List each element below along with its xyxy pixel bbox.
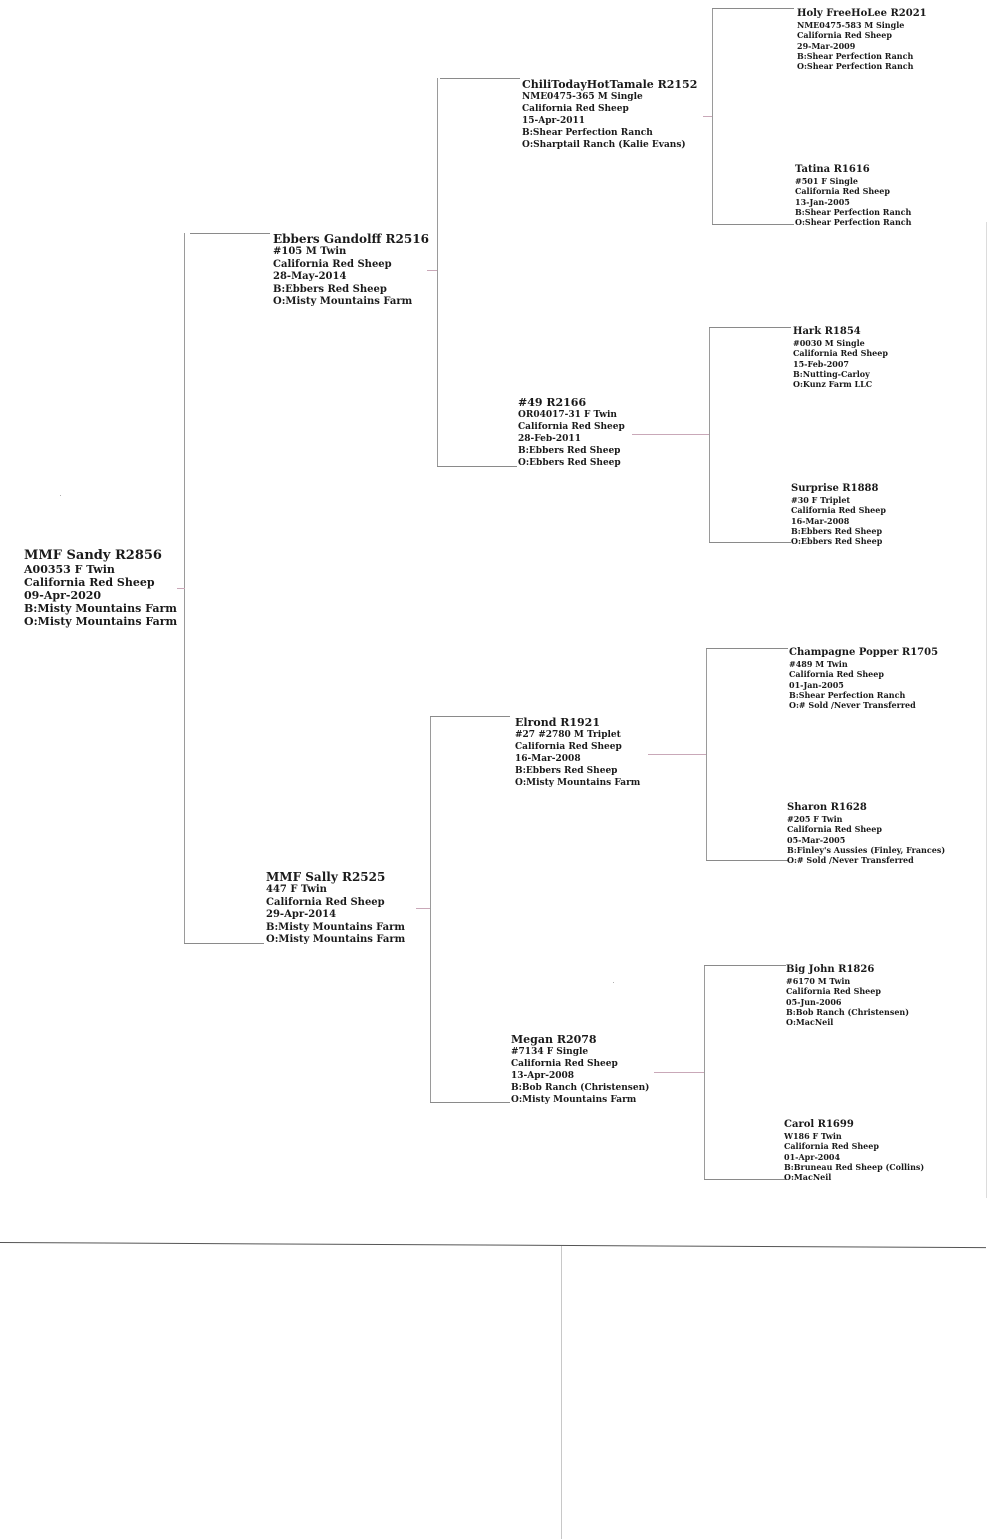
ds-dam-entry (787, 802, 945, 865)
reg-line: NME0475-583 M Single (797, 20, 905, 30)
animal-name: Elrond R1921 (515, 716, 600, 729)
rule-dd-dam (704, 1179, 786, 1180)
reg-line: #30 F Triplet (791, 495, 851, 505)
birth-date: 15-Feb-2007 (793, 358, 849, 369)
ds-sire-entry (789, 647, 938, 710)
rule-sd-sire (709, 327, 791, 328)
breed-line: California Red Sheep (24, 576, 155, 589)
scan-speck (613, 982, 614, 983)
breeder: B:Shear Perfection Ranch (522, 128, 653, 138)
breeder: B:Bob Ranch (Christensen) (786, 1006, 910, 1017)
sire-entry (273, 232, 429, 309)
breed-line: California Red Sheep (791, 505, 886, 516)
sire-dam-entry (518, 396, 625, 469)
breed-line: California Red Sheep (515, 742, 622, 752)
connector-subject (177, 588, 185, 589)
breeder: B:Misty Mountains Farm (24, 602, 177, 615)
rule-dam-dam (430, 1102, 510, 1103)
birth-date: 01-Apr-2004 (784, 1151, 841, 1162)
connector-dam (416, 908, 430, 909)
rule-dam (184, 943, 264, 944)
breeder: B:Ebbers Red Sheep (515, 766, 618, 776)
sire-sire-entry (522, 78, 697, 151)
dam-sire-entry (515, 716, 640, 789)
dd-dam-entry (784, 1119, 924, 1182)
ss-sire-entry (797, 8, 927, 71)
rule-ds-sire (706, 648, 788, 649)
owner: O:Misty Mountains Farm (273, 296, 413, 307)
animal-name: Sharon R1628 (787, 802, 867, 813)
animal-name: Big John R1826 (786, 964, 875, 975)
dam-dam-entry (511, 1033, 649, 1106)
owner: O:MacNeil (784, 1172, 832, 1183)
animal-name: Ebbers Gandolff R2516 (273, 232, 429, 246)
birth-date: 28-May-2014 (273, 271, 347, 282)
bracket-gen3-sd (709, 327, 710, 542)
breeder: B:Ebbers Red Sheep (791, 525, 883, 536)
birth-date: 01-Jan-2005 (789, 679, 844, 690)
owner: O:# Sold /Never Transferred (787, 855, 914, 866)
birth-date: 13-Jan-2005 (795, 196, 850, 207)
rule-ss-sire (712, 8, 794, 9)
animal-name: Surprise R1888 (791, 483, 879, 494)
reg-line: W186 F Twin (784, 1131, 842, 1141)
breed-line: California Red Sheep (797, 30, 892, 41)
reg-line: A00353 F Twin (24, 563, 115, 576)
reg-line: #0030 M Single (793, 338, 865, 348)
animal-name: MMF Sandy R2856 (24, 548, 162, 563)
rule-dam-sire (430, 716, 510, 717)
breed-line: California Red Sheep (787, 824, 882, 835)
birth-date: 16-Mar-2008 (515, 754, 581, 764)
rule-sire (190, 233, 270, 234)
birth-date: 15-Apr-2011 (522, 116, 586, 126)
subject-entry (24, 548, 177, 628)
rule-ds-dam (706, 860, 788, 861)
animal-name: ChiliTodayHotTamale R2152 (522, 78, 698, 91)
birth-date: 13-Apr-2008 (511, 1071, 575, 1081)
animal-name: Champagne Popper R1705 (789, 647, 939, 658)
rule-sire-sire (440, 78, 520, 79)
owner: O:Sharptail Ranch (Kalie Evans) (522, 140, 686, 150)
owner: O:Misty Mountains Farm (266, 934, 406, 945)
owner: O:# Sold /Never Transferred (789, 700, 916, 711)
birth-date: 09-Apr-2020 (24, 589, 102, 602)
breed-line: California Red Sheep (518, 422, 625, 432)
birth-date: 05-Mar-2005 (787, 834, 846, 845)
birth-date: 29-Apr-2014 (266, 909, 337, 920)
animal-name: Hark R1854 (793, 326, 861, 337)
breeder: B:Ebbers Red Sheep (518, 446, 621, 456)
breeder: B:Finley's Aussies (Finley, Frances) (787, 844, 946, 855)
dam-entry (266, 870, 405, 947)
connector-ss (703, 116, 712, 117)
breed-line: California Red Sheep (511, 1059, 618, 1069)
owner: O:Ebbers Red Sheep (518, 458, 621, 468)
page-bottom-edge (0, 1242, 986, 1248)
breed-line: California Red Sheep (266, 896, 385, 908)
breeder: B:Shear Perfection Ranch (789, 689, 906, 700)
owner: O:Misty Mountains Farm (511, 1095, 637, 1105)
rule-ss-dam (712, 224, 794, 225)
breeder: B:Misty Mountains Farm (266, 921, 405, 933)
reg-line: #205 F Twin (787, 814, 843, 824)
rule-sd-dam (709, 542, 791, 543)
breeder: B:Bruneau Red Sheep (Collins) (784, 1161, 925, 1172)
animal-name: #49 R2166 (518, 396, 587, 409)
reg-line: 447 F Twin (266, 884, 327, 895)
bracket-gen2-sire (437, 78, 438, 466)
breeder: B:Shear Perfection Ranch (797, 50, 914, 61)
bracket-gen2-dam (430, 716, 431, 1102)
bracket-gen3-ds (706, 648, 707, 860)
breeder: B:Nutting-Carloy (793, 368, 870, 379)
breed-line: California Red Sheep (273, 258, 392, 270)
breed-line: California Red Sheep (784, 1141, 879, 1152)
animal-name: Carol R1699 (784, 1119, 854, 1130)
reg-line: #105 M Twin (273, 246, 347, 257)
owner: O:Ebbers Red Sheep (791, 536, 883, 547)
breed-line: California Red Sheep (795, 186, 890, 197)
reg-line: #7134 F Single (511, 1047, 589, 1057)
owner: O:MacNeil (786, 1017, 834, 1028)
breed-line: California Red Sheep (793, 348, 888, 359)
reg-line: #6170 M Twin (786, 976, 851, 986)
birth-date: 28-Feb-2011 (518, 434, 581, 444)
reg-line: NME0475-365 M Single (522, 92, 643, 102)
reg-line: #27 #2780 M Triplet (515, 730, 621, 740)
owner: O:Kunz Farm LLC (793, 379, 873, 390)
reg-line: #489 M Twin (789, 659, 848, 669)
rule-sire-dam (437, 466, 517, 467)
breed-line: California Red Sheep (522, 104, 629, 114)
connector-ds (648, 754, 706, 755)
reg-line: OR04017-31 F Twin (518, 410, 617, 420)
connector-sd (632, 434, 709, 435)
sd-dam-entry (791, 483, 886, 546)
animal-name: Holy FreeHoLee R2021 (797, 8, 927, 19)
animal-name: Megan R2078 (511, 1033, 597, 1046)
owner: O:Shear Perfection Ranch (795, 217, 912, 228)
breed-line: California Red Sheep (789, 669, 884, 680)
bracket-gen3-dd (704, 965, 705, 1179)
breeder: B:Bob Ranch (Christensen) (511, 1083, 650, 1093)
rule-dd-sire (704, 965, 786, 966)
birth-date: 29-Mar-2009 (797, 40, 856, 51)
owner: O:Misty Mountains Farm (515, 778, 641, 788)
breeder: B:Ebbers Red Sheep (273, 283, 387, 295)
page-fold-line (561, 1246, 562, 1539)
breeder: B:Shear Perfection Ranch (795, 206, 912, 217)
scan-speck (60, 495, 61, 496)
birth-date: 16-Mar-2008 (791, 515, 850, 526)
owner: O:Misty Mountains Farm (24, 615, 178, 628)
sd-sire-entry (793, 326, 888, 389)
animal-name: Tatina R1616 (795, 164, 870, 175)
bracket-gen3-ss (712, 8, 713, 224)
animal-name: MMF Sally R2525 (266, 870, 386, 884)
page-right-edge (986, 222, 987, 1198)
dd-sire-entry (786, 964, 909, 1027)
breed-line: California Red Sheep (786, 986, 881, 997)
reg-line: #501 F Single (795, 176, 859, 186)
owner: O:Shear Perfection Ranch (797, 61, 914, 72)
birth-date: 05-Jun-2006 (786, 996, 842, 1007)
connector-dd (654, 1072, 704, 1073)
ss-dam-entry (795, 164, 912, 227)
